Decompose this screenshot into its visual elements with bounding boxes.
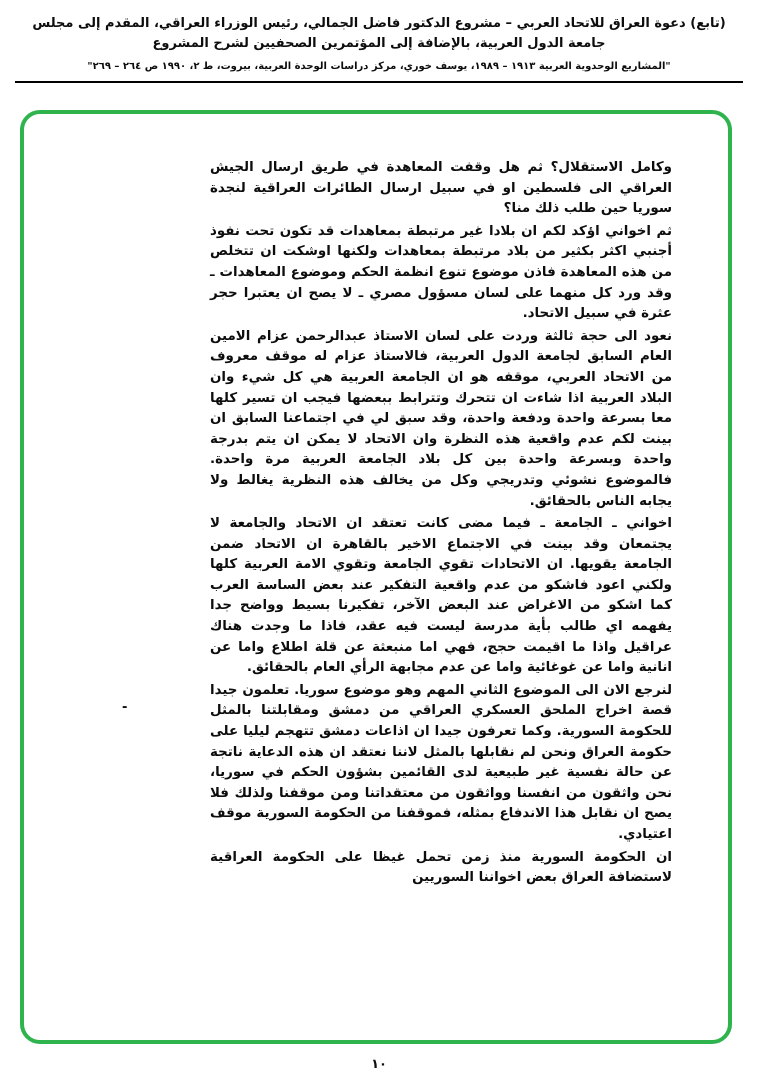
- paragraph: لنرجع الان الى الموضوع الثاني المهم وهو موضوع سوريا. تعلمون جيدا قصة اخراج الملحق العسكري العراقي من دمشق ومقابلتنا بالمثل للحكومة السورية. وكما تعرفون جيدا ان اذاعات دمشق تتهجم ليليا على حكومة العراق ونحن لم نقابلها بالمثل لاننا نعتقد ان هذه الدعاية ناتجة عن حالة نفسية غير طبيعية لدى القائمين بشؤون الحكم في سوريا، نحن واثقون من انفسنا وواثقون من معتقداتنا ومن موقفنا ولذلك فلا يصح ان نقابل هذا الاندفاع بمثله، فموقفنا من الحكومة السورية موقف اعتيادي.: [210, 682, 672, 842]
- header-divider: [15, 81, 743, 83]
- source-citation: "المشاريع الوحدوية العربية ١٩١٣ – ١٩٨٩، يوسف خوري، مركز دراسات الوحدة العربية، بيروت، ط ٢، ١٩٩٠ ص ٢٦٤ – ٢٦٩": [87, 61, 671, 73]
- paragraph: ان الحكومة السورية منذ زمن تحمل غيظا على الحكومة العراقية لاستضافة العراق بعض اخواننا السوريين: [210, 849, 672, 886]
- paragraph: وكامل الاستقلال؟ ثم هل وقفت المعاهدة في طريق ارسال الجيش العراقي الى فلسطين او في سبيل ارسال الطائرات العراقية لنجدة سوريا حين طلب ذلك منا؟: [210, 160, 672, 217]
- stray-mark: -: [122, 700, 128, 715]
- paragraph: نعود الى حجة ثالثة وردت على لسان الاستاذ عبدالرحمن عزام الامين العام السابق لجامعة الدول العربية، فالاستاذ عزام له موقف معروف من الاتحاد العربي، موقفه هو ان الجامعة العربية هي كل شيء وان البلاد العربية اذا شاءت ان تتحرك وتترابط ببعضها فيجب ان تسير كلها معا بسرعة واحدة ودفعة واحدة، وقد سبق لي في اجتماعنا السابق ان بينت لكم عدم واقعية هذه النظرة وان الاتحاد لا يمكن ان يتم بدرجة واحدة وبسرعة واحدة بين كل بلاد الجامعة العربية مرة واحدة. فالموضوع نشوئي وتدريجي وكل من يخالف هذه النظرية يغالط ولا يجابه الناس بالحقائق.: [210, 328, 672, 509]
- document-title: (تابع) دعوة العراق للاتحاد العربي – مشروع الدكتور فاضل الجمالي، رئيس الوزراء العراقي، المقدم إلى مجلس جامعة الدول العربية، بالإضافة إلى المؤتمرين الصحفيين لشرح المشروع: [32, 16, 726, 52]
- page-number: ١٠: [371, 1057, 387, 1072]
- body-text: [210, 158, 672, 891]
- paragraph: ثم اخواني اؤكد لكم ان بلادا غير مرتبطة بمعاهدات قد تكون تحت نفوذ أجنبي اكثر بكثير من بلاد مرتبطة بمعاهدات ولكنها اوشكت ان تتخلص من هذه المعاهدة فاذن موضوع تنوع انظمة الحكم وموضوع المعاهدات ـ وقد ورد كل منهما على لسان مسؤول مصري ـ لا يصح ان يعتبرا حجر عثرة في سبيل الاتحاد.: [210, 223, 672, 322]
- paragraph: اخواني ـ الجامعة ـ فيما مضى كانت تعتقد ان الاتحاد والجامعة لا يجتمعان وقد بينت في الاجتماع الاخير بالقاهرة ان الاتحاد ضمن الجامعة يقويها. ان الاتحادات تقوي الجامعة وتقوي الامة العربية كلها ولكني اعود فاشكو من عدم واقعية التفكير عند بعض الساسة العرب كما اشكو من الاغراض عند البعض الآخر، تفكيرنا بسيط وواضح جدا يفهمه اي طالب بأية مدرسة ليست فيه عقد، فاذا ما وجدت هناك عراقيل واذا ما اقيمت حجج، فهي اما منبعثة عن قلة اطلاع واما عن انانية واما عن غوغائية واما عن عدم مجابهة الرأي العام بالحقائق.: [210, 516, 672, 676]
